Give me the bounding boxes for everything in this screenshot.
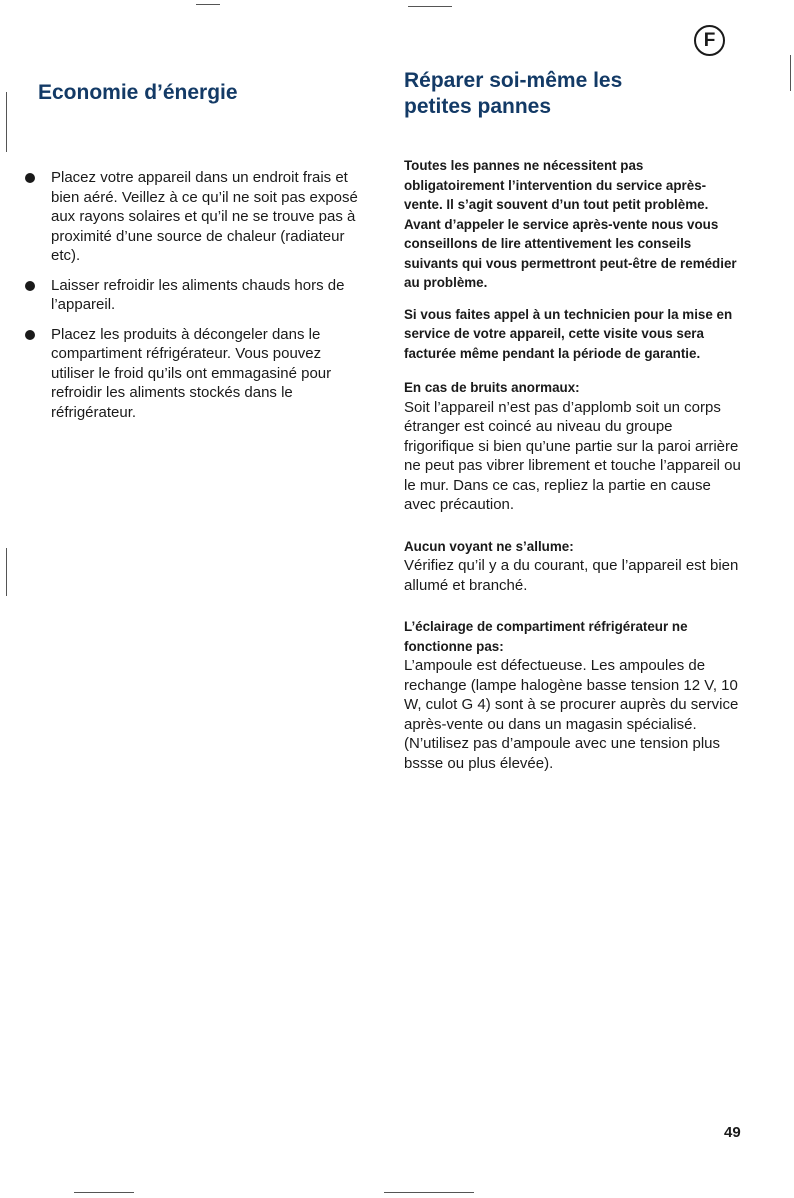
intro-paragraph-1: Toutes les pannes ne nécessitent pas obligatoirement l’intervention du service après-vente. Il s’agit souvent d’un tout petit problème. Avant d’appeler le service après-vente nous vous conseillons de lire attentivement les conseils suivants qui vous permettront peut-être de remédier au problème. [404,158,737,290]
bullet-icon [25,281,35,291]
lighting-section [404,617,744,773]
language-badge: F [694,25,725,56]
scan-line [408,6,452,7]
section-heading: L’éclairage de compartiment réfrigérateur ne fonctionne pas: [404,619,688,654]
list-item [38,168,368,266]
abnormal-noise-section [404,378,744,515]
no-indicator-section [404,537,744,596]
margin-mark [6,548,7,596]
list-item [38,325,368,423]
section-body: Vérifiez qu’il y a du courant, que l’appareil est bien allumé et branché. [404,557,739,594]
troubleshooting-title [404,68,744,120]
bullet-text: Placez votre appareil dans un endroit frais et bien aéré. Veillez à ce qu’il ne soit pas exposé aux rayons solaires et qu’il ne se trouve pas à proximité d’une source de chaleur (radiateur etc). [51,169,358,264]
bullet-icon [25,173,35,183]
page-number: 49 [724,1124,741,1141]
bullet-icon [25,330,35,340]
scan-line [384,1192,474,1193]
intro-text [404,156,744,363]
bullet-text: Laisser refroidir les aliments chauds hors de l’appareil. [51,276,345,313]
list-item [38,276,368,315]
energy-saving-title: Economie d’énergie [38,81,238,104]
troubleshooting-section [404,68,744,773]
margin-mark [790,55,791,91]
section-body: Soit l’appareil n’est pas d’applomb soit un corps étranger est coincé au niveau du groupe frigorifique si bien qu’une partie sur la paroi arrière ne peut pas vibrer librement et touche l’appareil ou le mur. Dans ce cas, repliez la partie en cause avec précaution. [404,398,741,513]
scan-line [196,4,220,5]
title-line-2: petites pannes [404,95,552,118]
energy-tips-list [38,168,368,422]
section-body: L’ampoule est défectueuse. Les ampoules de rechange (lampe halogène basse tension 12 V, 10 W, culot G 4) sont à se procurer auprès du service après-vente ou dans un magasin spécialisé. (N’utilisez pas d’ampoule avec une tension plus bssse ou plus élevée). [404,657,739,772]
section-heading: En cas de bruits anormaux: [404,380,580,395]
title-line-1: Réparer soi-même les [404,69,623,92]
section-heading: Aucun voyant ne s’allume: [404,538,574,554]
energy-saving-section [38,80,368,432]
bullet-text: Placez les produits à décongeler dans le compartiment réfrigérateur. Vous pouvez utiliser le froid qu’ils ont emmagasiné pour refroidir les aliments stockés dans le réfrigérateur. [51,325,332,421]
intro-paragraph-2: Si vous faites appel à un technicien pour la mise en service de votre appareil, cette visite vous sera facturée même pendant la période de garantie. [404,306,733,361]
margin-mark [6,92,7,152]
scan-line [74,1192,134,1193]
